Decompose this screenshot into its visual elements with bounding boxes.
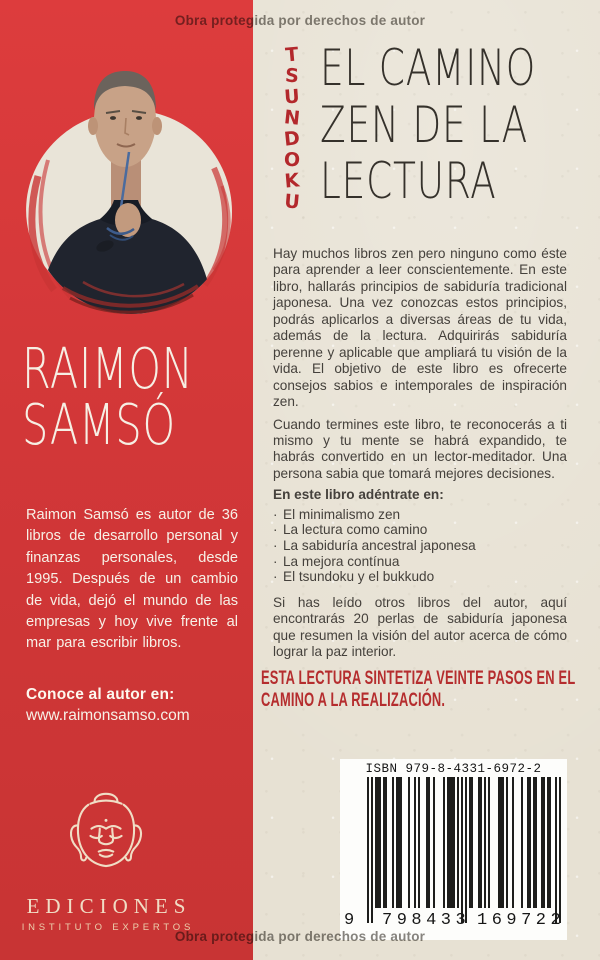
bullet-glyph: ·: [273, 506, 278, 522]
list-item: [273, 538, 567, 554]
isbn-label: ISBN 979-8-4331-6972-2: [365, 762, 542, 776]
author-portrait-photo: [8, 56, 248, 322]
bullet-glyph: ·: [273, 522, 278, 538]
publisher-block: [0, 786, 212, 933]
second-paragraph: Cuando termines este libro, te reconocerás a ti mismo y tu mente se habrá expandido, te habrás convertido en un lector-meditador. Una persona sabia que tomará mejores decisiones.: [273, 416, 567, 481]
list-item-label: El tsundoku y el bukkudo: [283, 569, 435, 585]
barcode-digits-right-group: 169722: [477, 911, 566, 930]
intro-paragraph: Hay muchos libros zen pero ninguno como éste para aprender a leer conscientemente. En este libro, hallarás principios de sabiduría tradicional japonesa. Una vez conozcas estos principios, podrás aplicarlos a diversas áreas de tu vida, además de la lectura. Adquirirás sabiduría perenne y aplicable que ampliará tu visión de la vida. El objetivo de este libro es ofrecerte consejos sabios e intemporales de inspiración zen.: [273, 246, 567, 410]
list-item-label: La lectura como camino: [283, 522, 428, 538]
title-line2: ZEN DE LA: [320, 95, 529, 154]
copyright-watermark-top: Obra protegida por derechos de autor: [174, 13, 426, 28]
title-line1: EL CAMINO: [320, 39, 537, 97]
publisher-name: EDICIONES: [26, 894, 192, 918]
publisher-subtitle: INSTITUTO EXPERTOS: [21, 922, 195, 933]
author-name-line1: RAIMON: [22, 337, 194, 402]
barcode-digits-left-group: 798433: [382, 911, 471, 930]
author-cta-label: Conoce al autor en:: [26, 686, 175, 703]
list-item: [273, 569, 567, 585]
book-title: [320, 40, 536, 210]
author-name: [22, 337, 194, 458]
third-paragraph: Si has leído otros libros del autor, aquí encontrarás 20 perlas de sabiduría japonesa que resumen la visión del autor acerca de cómo lograr la paz interior.: [273, 594, 567, 660]
back-cover-copy: [261, 246, 576, 712]
author-name-line2: SAMSÓ: [22, 393, 176, 458]
list-item-label: La sabiduría ancestral japonesa: [283, 537, 476, 553]
bullet-glyph: ·: [273, 553, 278, 569]
publisher-logo-buddha-icon: [54, 786, 158, 890]
highlight-line2: CAMINO A LA REALIZACIÓN.: [261, 689, 446, 712]
title-line3: LECTURA: [320, 152, 497, 210]
list-heading: En este libro adéntrate en:: [273, 487, 444, 503]
list-item-label: La mejora contínua: [283, 553, 400, 569]
spine-word-tsundoku: T S U N D O K U: [282, 43, 302, 214]
author-panel: [0, 0, 253, 960]
isbn-barcode: [340, 759, 567, 940]
list-item: [273, 522, 567, 538]
highlight-text: [261, 666, 576, 712]
list-item: [273, 554, 567, 570]
copyright-watermark-bottom: Obra protegida por derechos de autor: [174, 929, 426, 944]
bullet-glyph: ·: [273, 537, 278, 553]
topics-list: [273, 507, 567, 585]
barcode-digit-lead: 9: [344, 911, 355, 930]
author-bio: Raimon Samsó es autor de 36 libros de desarrollo personal y finanzas personales, desde 1995. Después de un cambio de vida, dejó el mundo de las empresas y hoy vive frente al mar para escribir libros.: [26, 507, 238, 652]
list-item-label: El minimalismo zen: [283, 506, 401, 522]
bullet-glyph: ·: [273, 569, 278, 585]
highlight-line1: ESTA LECTURA SINTETIZA VEINTE PASOS EN EL: [261, 666, 576, 689]
barcode-bars: [367, 777, 561, 923]
author-website: www.raimonsamso.com: [26, 707, 190, 724]
list-item: [273, 507, 567, 523]
